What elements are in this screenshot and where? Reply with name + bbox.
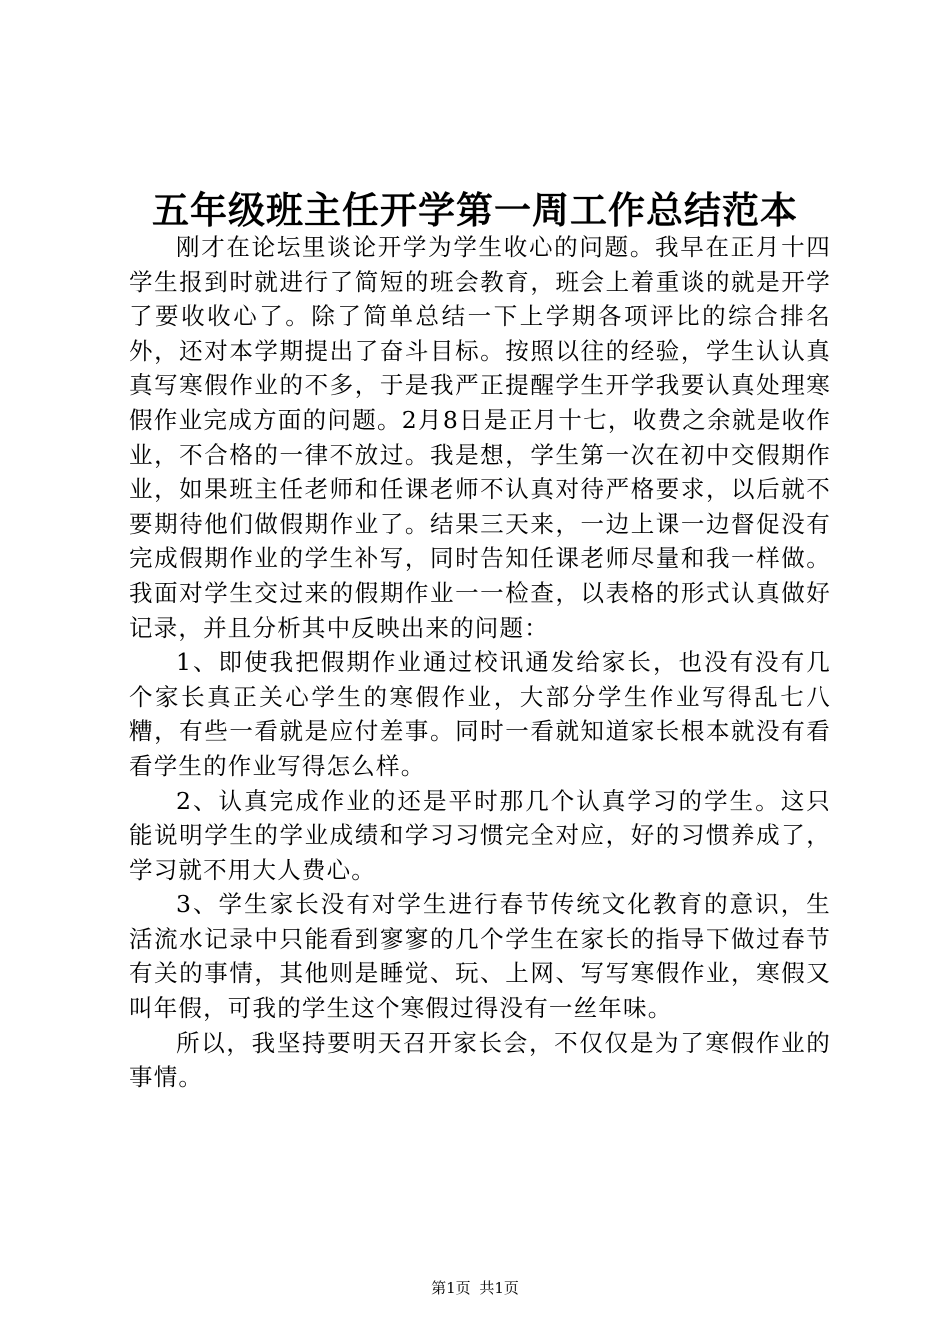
page-footer [0, 1278, 950, 1298]
paragraph-point-1: 1、即使我把假期作业通过校讯通发给家长，也没有没有几个家长真正关心学生的寒假作业，大部分学生作业写得乱七八糟，有些一看就是应付差事。同时一看就知道家长根本就没有看看学生的作业写得怎么样。 [129, 648, 831, 780]
paragraph-intro: 刚才在论坛里谈论开学为学生收心的问题。我早在正月十四学生报到时就进行了简短的班会教育，班会上着重谈的就是开学了要收收心了。除了简单总结一下上学期各项评比的综合排名外，还对本学期提出了奋斗目标。按照以往的经验，学生认认真真写寒假作业的不多，于是我严正提醒学生开学我要认真处理寒假作业完成方面的问题。2月8日是正月十七，收费之余就是收作业，不合格的一律不放过。我是想，学生第一次在初中交假期作业，如果班主任老师和任课老师不认真对待严格要求，以后就不要期待他们做假期作业了。结果三天来，一边上课一边督促没有完成假期作业的学生补写，同时告知任课老师尽量和我一样做。我面对学生交过来的假期作业一一检查，以表格的形式认真做好记录，并且分析其中反映出来的问题： [129, 233, 831, 642]
page-total: 共1页 [479, 1279, 519, 1297]
document-body [129, 230, 831, 1095]
page-number: 第1页 [431, 1279, 471, 1297]
paragraph-point-2: 2、认真完成作业的还是平时那几个认真学习的学生。这只能说明学生的学业成绩和学习习惯完全对应，好的习惯养成了，学习就不用大人费心。 [129, 786, 831, 884]
paragraph-point-3: 3、学生家长没有对学生进行春节传统文化教育的意识，生活流水记录中只能看到寥寥的几个学生在家长的指导下做过春节有关的事情，其他则是睡觉、玩、上网、写写寒假作业，寒假又叫年假，可我的学生这个寒假过得没有一丝年味。 [129, 890, 831, 1023]
paragraph-conclusion: 所以，我坚持要明天召开家长会，不仅仅是为了寒假作业的事情。 [129, 1028, 831, 1092]
document-title: 五年级班主任开学第一周工作总结范本 [152, 188, 798, 232]
